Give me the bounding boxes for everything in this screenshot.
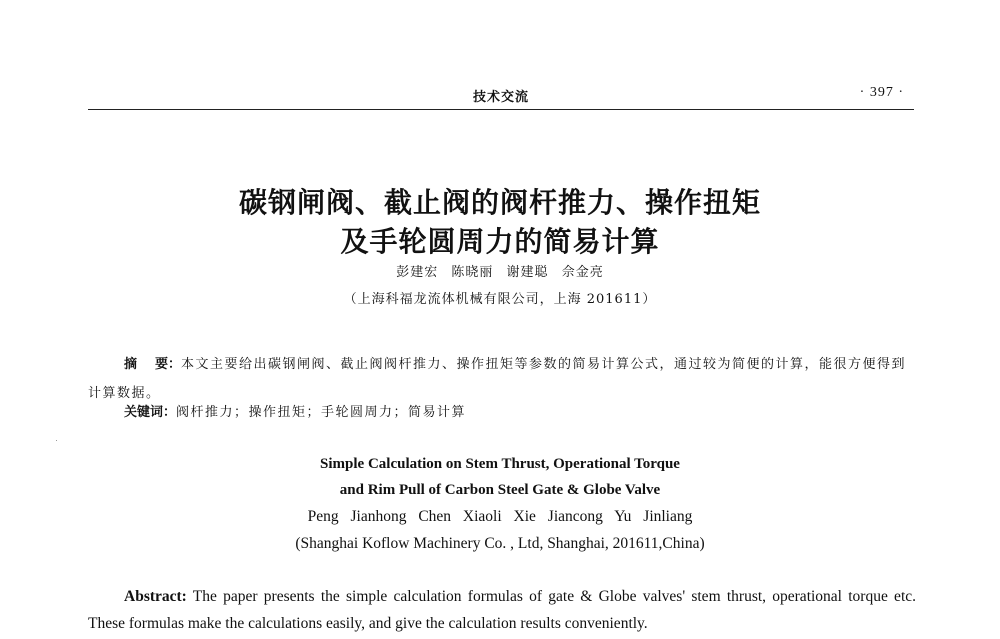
english-title-line-1: Simple Calculation on Stem Thrust, Operational Torque xyxy=(320,456,680,472)
chinese-abstract xyxy=(88,350,918,408)
chinese-keywords-label: 关键词： xyxy=(124,405,177,420)
english-abstract xyxy=(88,583,916,637)
abstract-label-char-2: 要： xyxy=(155,357,182,372)
abstract-label-char-1: 摘 xyxy=(124,357,138,372)
english-abstract-text: The paper presents the simple calculation formulas of gate & Globe valves' stem thrust, operational torque etc. These formulas make the calculations easily, and give the calculation results conveniently. xyxy=(88,588,916,632)
chinese-abstract-text: 本文主要给出碳钢闸阀、截止阀阀杆推力、操作扭矩等参数的简易计算公式，通过较为简便的计算，能很方便得到计算数据。 xyxy=(88,357,907,401)
chinese-keywords xyxy=(124,401,466,420)
english-title-line-2: and Rim Pull of Carbon Steel Gate & Globe Valve xyxy=(339,482,661,498)
english-authors: Peng Jianhong Chen Xiaoli Xie Jiancong Yu Jinliang xyxy=(307,508,693,525)
margin-mark xyxy=(56,440,57,441)
running-head xyxy=(88,84,914,108)
chinese-keywords-text: 阀杆推力；操作扭矩；手轮圆周力；简易计算 xyxy=(176,405,467,420)
chinese-authors: 彭建宏 陈晓丽 谢建聪 佘金亮 xyxy=(396,265,604,280)
header-rule xyxy=(88,109,914,110)
chinese-abstract-label xyxy=(124,357,181,372)
chinese-affiliation: （上海科福龙流体机械有限公司，上海 201611） xyxy=(343,292,657,307)
chinese-title-line-2: 及手轮圆周力的简易计算 xyxy=(340,225,660,258)
english-abstract-label: Abstract: xyxy=(124,588,187,605)
section-name: 技术交流 xyxy=(472,90,529,105)
chinese-title-line-1: 碳钢闸阀、截止阀的阀杆推力、操作扭矩 xyxy=(238,186,761,219)
english-affiliation: (Shanghai Koflow Machinery Co. , Ltd, Shanghai, 201611,China) xyxy=(295,535,705,552)
page-number: · 397 · xyxy=(859,85,904,100)
